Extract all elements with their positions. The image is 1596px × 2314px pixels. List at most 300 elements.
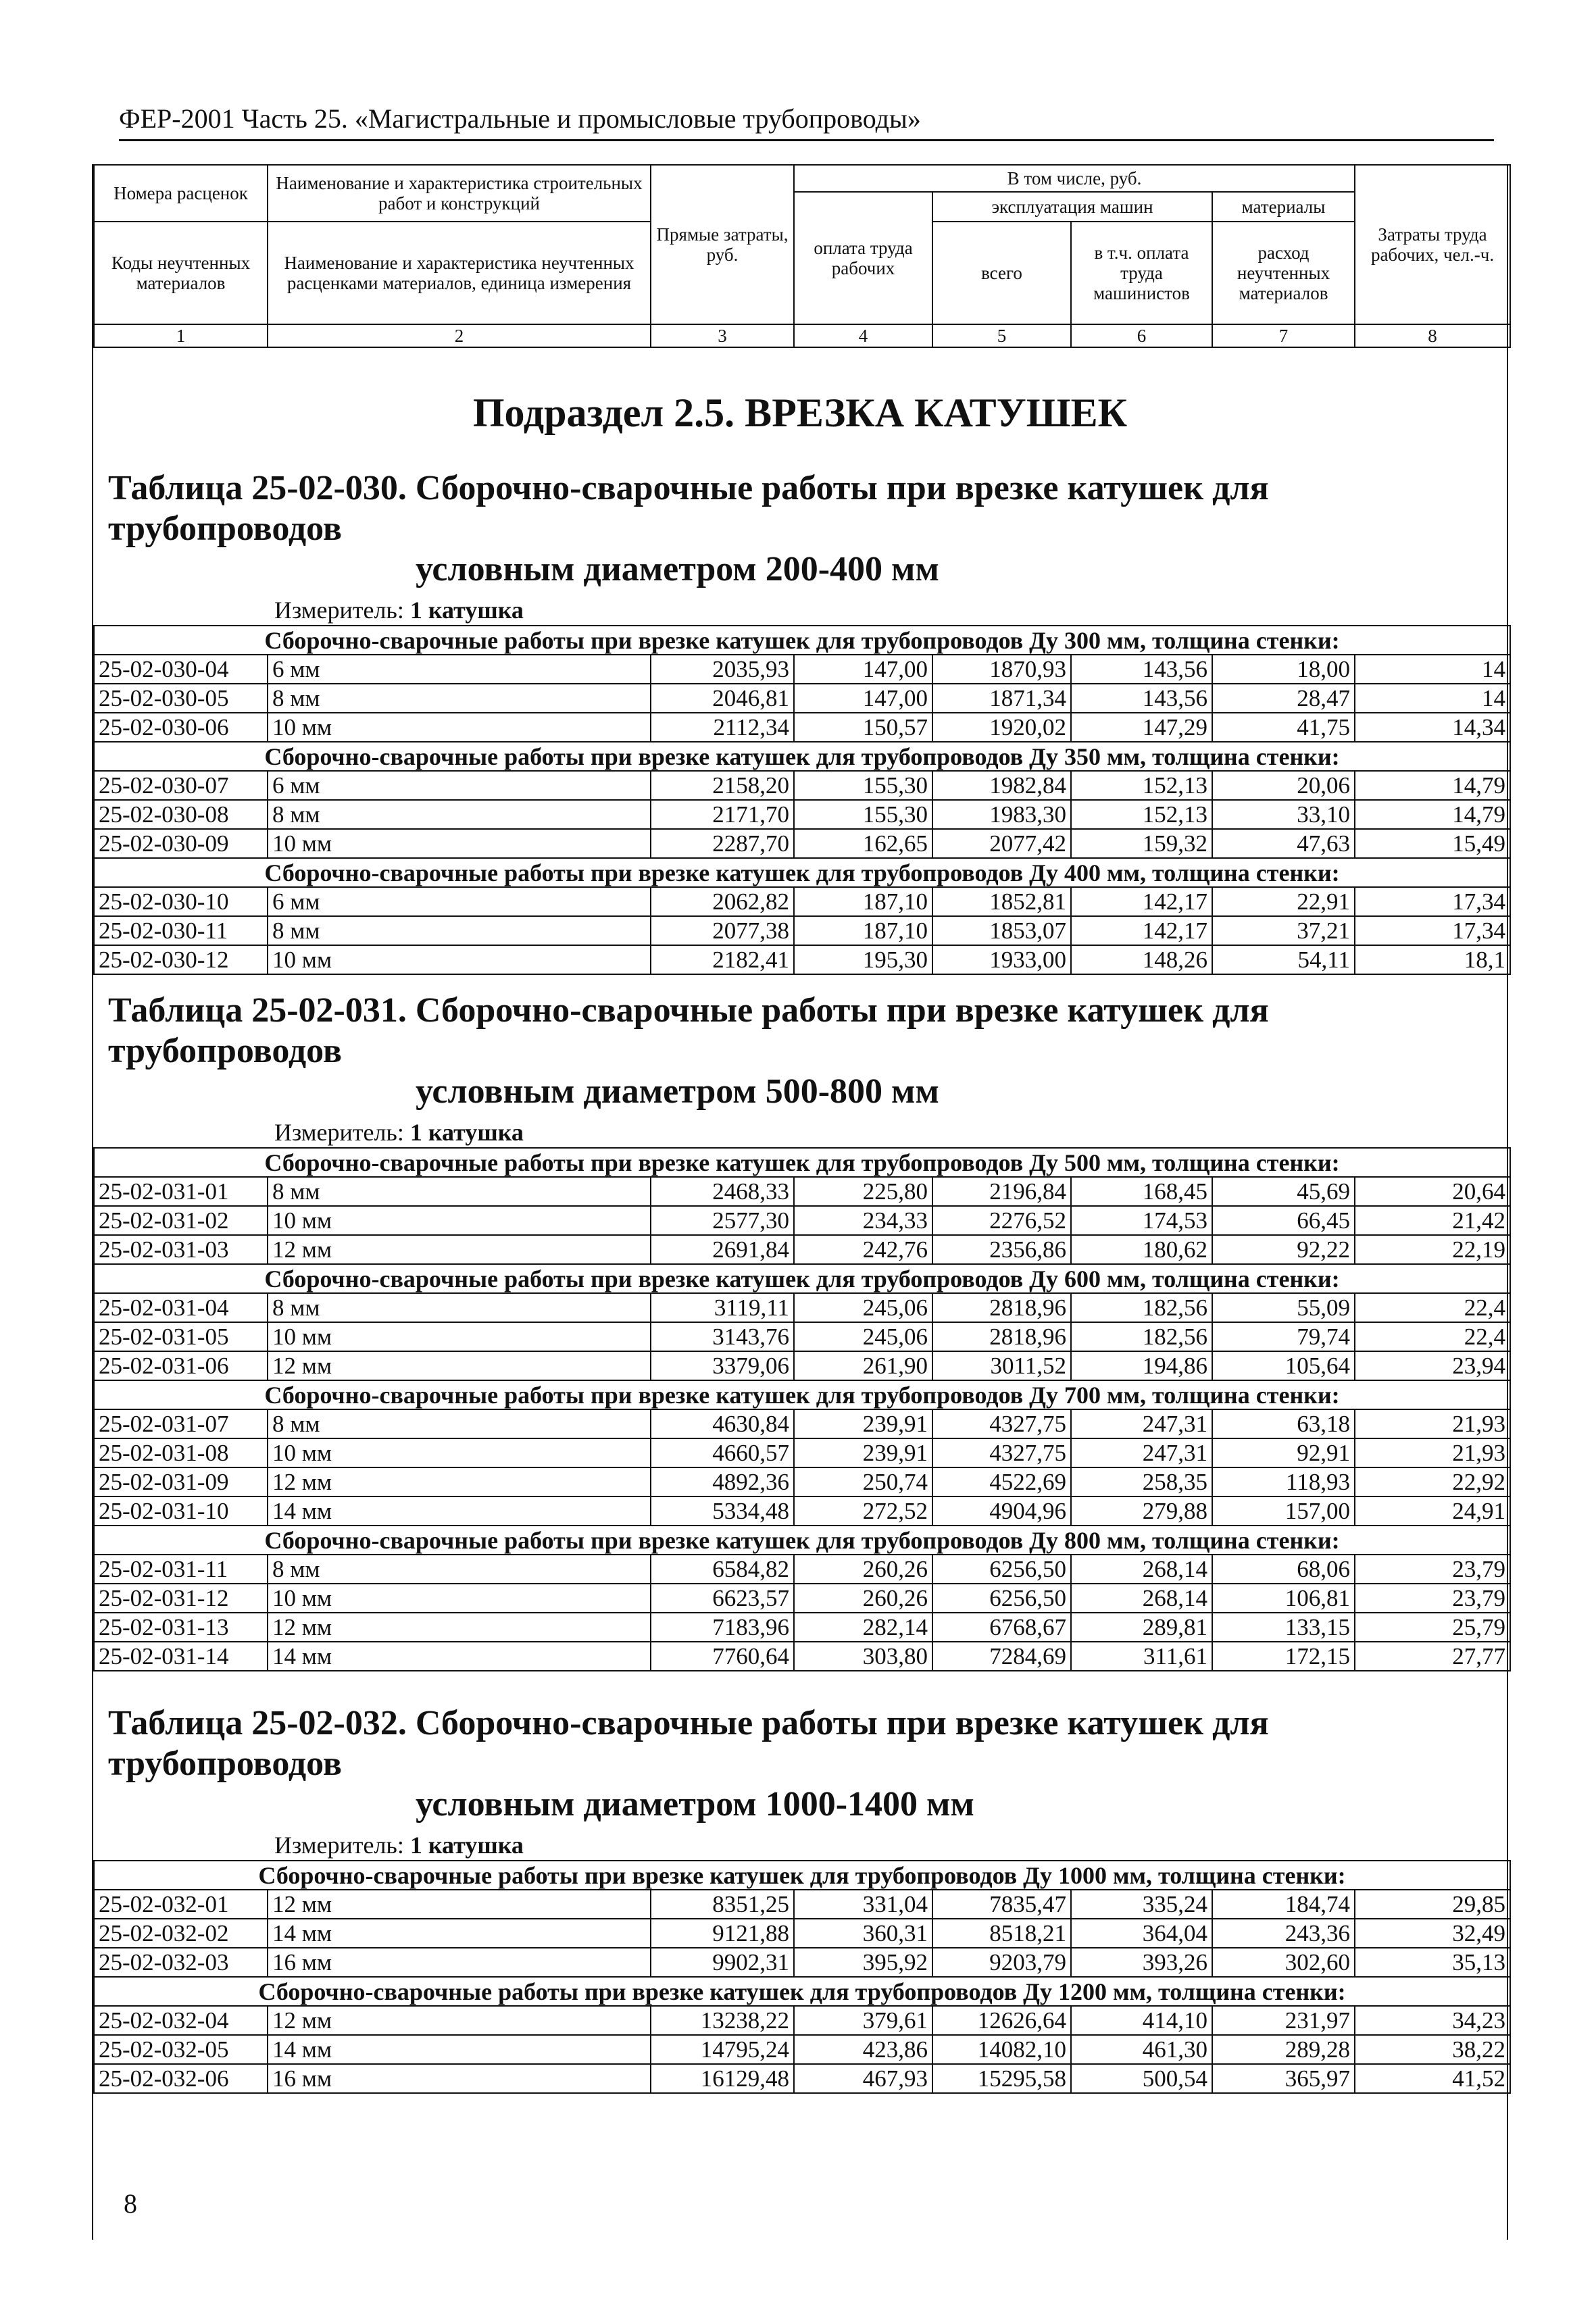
cell-materials: 243,36 (1212, 1919, 1355, 1948)
cell-desc: 6 мм (268, 655, 651, 684)
cell-labor-hours: 22,4 (1355, 1293, 1510, 1322)
cell-desc: 10 мм (268, 713, 651, 742)
cell-materials: 106,81 (1212, 1584, 1355, 1613)
cell-desc: 6 мм (268, 771, 651, 800)
cell-labor-pay: 245,06 (794, 1293, 932, 1322)
cell-machinist-pay: 143,56 (1071, 655, 1212, 684)
cell-labor-pay: 245,06 (794, 1322, 932, 1351)
cell-labor-hours: 41,52 (1355, 2064, 1510, 2093)
table-title-line2: условным диаметром 500-800 мм (416, 1072, 939, 1111)
table-row (94, 1467, 1510, 1496)
col-head-rashod: расход неучтенных материалов (1212, 222, 1355, 324)
cell-labor-pay: 282,14 (794, 1613, 932, 1642)
cell-labor-hours: 22,19 (1355, 1235, 1510, 1264)
table-title-line1: Таблица 25-02-031. Сборочно-сварочные работы при врезке катушек для трубопроводов (108, 991, 1269, 1070)
cell-machines-total: 4327,75 (932, 1409, 1071, 1438)
cell-machines-total: 1982,84 (932, 771, 1071, 800)
cell-desc: 10 мм (268, 945, 651, 974)
cell-code: 25-02-032-02 (94, 1919, 268, 1948)
cell-labor-pay: 150,57 (794, 713, 932, 742)
cell-direct-cost: 2035,93 (651, 655, 794, 684)
cell-materials: 157,00 (1212, 1496, 1355, 1526)
cell-direct-cost: 8351,25 (651, 1890, 794, 1919)
cell-materials: 79,74 (1212, 1322, 1355, 1351)
cell-materials: 55,09 (1212, 1293, 1355, 1322)
cell-materials: 105,64 (1212, 1351, 1355, 1380)
rate-table (93, 625, 1511, 975)
cell-machinist-pay: 364,04 (1071, 1919, 1212, 1948)
cell-code: 25-02-031-04 (94, 1293, 268, 1322)
cell-labor-pay: 467,93 (794, 2064, 932, 2093)
cell-materials: 33,10 (1212, 800, 1355, 829)
cell-desc: 6 мм (268, 887, 651, 916)
cell-labor-hours: 32,49 (1355, 1919, 1510, 1948)
group-heading: Сборочно-сварочные работы при врезке катушек для трубопроводов Ду 300 мм, толщина стенки: (94, 626, 1510, 655)
cell-machines-total: 2276,52 (932, 1206, 1071, 1235)
cell-code: 25-02-031-02 (94, 1206, 268, 1235)
cell-machinist-pay: 247,31 (1071, 1409, 1212, 1438)
table-row (94, 945, 1510, 974)
cell-machinist-pay: 258,35 (1071, 1467, 1212, 1496)
cell-desc: 8 мм (268, 1409, 651, 1438)
unit-line (93, 595, 1507, 625)
cell-desc: 8 мм (268, 800, 651, 829)
cell-machines-total: 6256,50 (932, 1584, 1071, 1613)
cell-direct-cost: 3143,76 (651, 1322, 794, 1351)
col-num: 2 (268, 324, 651, 347)
cell-materials: 68,06 (1212, 1555, 1355, 1584)
group-heading: Сборочно-сварочные работы при врезке катушек для трубопроводов Ду 800 мм, толщина стенки: (94, 1526, 1510, 1555)
cell-code: 25-02-031-01 (94, 1177, 268, 1206)
cell-code: 25-02-030-10 (94, 887, 268, 916)
cell-code: 25-02-031-10 (94, 1496, 268, 1526)
group-heading: Сборочно-сварочные работы при врезке катушек для трубопроводов Ду 500 мм, толщина стенки: (94, 1148, 1510, 1177)
cell-machinist-pay: 279,88 (1071, 1496, 1212, 1526)
cell-machines-total: 2077,42 (932, 829, 1071, 858)
table-row (94, 1409, 1510, 1438)
cell-code: 25-02-031-07 (94, 1409, 268, 1438)
subsection-title: Подраздел 2.5. ВРЕЗКА КАТУШЕК (472, 391, 1128, 435)
cell-desc: 10 мм (268, 1584, 651, 1613)
cell-materials: 92,22 (1212, 1235, 1355, 1264)
table-row (94, 800, 1510, 829)
col-num: 7 (1212, 324, 1355, 347)
cell-desc: 14 мм (268, 1919, 651, 1948)
cell-labor-hours: 14,34 (1355, 713, 1510, 742)
cell-direct-cost: 2182,41 (651, 945, 794, 974)
cell-code: 25-02-031-11 (94, 1555, 268, 1584)
cell-desc: 8 мм (268, 684, 651, 713)
cell-machinist-pay: 461,30 (1071, 2035, 1212, 2064)
cell-labor-hours: 21,42 (1355, 1206, 1510, 1235)
cell-labor-hours: 23,79 (1355, 1584, 1510, 1613)
col-head-ekspl: эксплуатация машин (932, 192, 1212, 222)
cell-materials: 133,15 (1212, 1613, 1355, 1642)
cell-code: 25-02-031-05 (94, 1322, 268, 1351)
table-row (94, 2064, 1510, 2093)
cell-materials: 365,97 (1212, 2064, 1355, 2093)
group-heading: Сборочно-сварочные работы при врезке катушек для трубопроводов Ду 600 мм, толщина стенки: (94, 1264, 1510, 1293)
col-head-pryamye: Прямые затраты, руб. (651, 165, 794, 324)
col-num: 3 (651, 324, 794, 347)
cell-machines-total: 1871,34 (932, 684, 1071, 713)
cell-code: 25-02-032-03 (94, 1948, 268, 1977)
cell-desc: 12 мм (268, 1351, 651, 1380)
group-heading: Сборочно-сварочные работы при врезке катушек для трубопроводов Ду 1000 мм, толщина стенки: (94, 1861, 1510, 1890)
cell-labor-pay: 187,10 (794, 887, 932, 916)
cell-materials: 45,69 (1212, 1177, 1355, 1206)
cell-machines-total: 6256,50 (932, 1555, 1071, 1584)
cell-labor-pay: 250,74 (794, 1467, 932, 1496)
cell-materials: 63,18 (1212, 1409, 1355, 1438)
cell-labor-hours: 35,13 (1355, 1948, 1510, 1977)
cell-machinist-pay: 152,13 (1071, 800, 1212, 829)
cell-labor-hours: 23,79 (1355, 1555, 1510, 1584)
cell-labor-hours: 20,64 (1355, 1177, 1510, 1206)
cell-machines-total: 7835,47 (932, 1890, 1071, 1919)
table-row (94, 1351, 1510, 1380)
cell-direct-cost: 2158,20 (651, 771, 794, 800)
cell-desc: 10 мм (268, 1206, 651, 1235)
cell-machinist-pay: 182,56 (1071, 1293, 1212, 1322)
cell-code: 25-02-031-03 (94, 1235, 268, 1264)
cell-code: 25-02-032-01 (94, 1890, 268, 1919)
cell-labor-hours: 14 (1355, 684, 1510, 713)
cell-code: 25-02-031-08 (94, 1438, 268, 1467)
cell-labor-hours: 22,92 (1355, 1467, 1510, 1496)
table-block (93, 468, 1507, 975)
cell-machinist-pay: 168,45 (1071, 1177, 1212, 1206)
cell-machines-total: 6768,67 (932, 1613, 1071, 1642)
cell-labor-pay: 260,26 (794, 1584, 932, 1613)
cell-code: 25-02-032-06 (94, 2064, 268, 2093)
cell-materials: 37,21 (1212, 916, 1355, 945)
cell-labor-hours: 25,79 (1355, 1613, 1510, 1642)
table-row (94, 1613, 1510, 1642)
cell-machinist-pay: 148,26 (1071, 945, 1212, 974)
table-row (94, 2006, 1510, 2035)
cell-labor-hours: 22,4 (1355, 1322, 1510, 1351)
cell-machines-total: 7284,69 (932, 1642, 1071, 1671)
cell-desc: 16 мм (268, 1948, 651, 1977)
cell-direct-cost: 6584,82 (651, 1555, 794, 1584)
cell-labor-pay: 155,30 (794, 800, 932, 829)
cell-desc: 8 мм (268, 1177, 651, 1206)
cell-machines-total: 12626,64 (932, 2006, 1071, 2035)
table-row (94, 1496, 1510, 1526)
cell-labor-pay: 360,31 (794, 1919, 932, 1948)
page-number: 8 (124, 2188, 137, 2219)
cell-desc: 14 мм (268, 2035, 651, 2064)
table-row (94, 684, 1510, 713)
group-heading: Сборочно-сварочные работы при врезке катушек для трубопроводов Ду 1200 мм, толщина стенки: (94, 1977, 1510, 2006)
table-row (94, 1919, 1510, 1948)
unit-label: Измеритель: (274, 597, 404, 624)
cell-labor-pay: 155,30 (794, 771, 932, 800)
cell-materials: 289,28 (1212, 2035, 1355, 2064)
cell-materials: 66,45 (1212, 1206, 1355, 1235)
cell-labor-pay: 225,80 (794, 1177, 932, 1206)
cell-code: 25-02-031-14 (94, 1642, 268, 1671)
cell-direct-cost: 2577,30 (651, 1206, 794, 1235)
cell-labor-pay: 162,65 (794, 829, 932, 858)
cell-machines-total: 14082,10 (932, 2035, 1071, 2064)
cell-machinist-pay: 159,32 (1071, 829, 1212, 858)
group-heading: Сборочно-сварочные работы при врезке катушек для трубопроводов Ду 400 мм, толщина стенки: (94, 858, 1510, 887)
cell-direct-cost: 2046,81 (651, 684, 794, 713)
col-head-naim: Наименование и характеристика строительных работ и конструкций (268, 165, 651, 222)
cell-labor-pay: 147,00 (794, 655, 932, 684)
cell-code: 25-02-030-11 (94, 916, 268, 945)
cell-machinist-pay: 142,17 (1071, 916, 1212, 945)
cell-machines-total: 2356,86 (932, 1235, 1071, 1264)
cell-desc: 10 мм (268, 1322, 651, 1351)
cell-desc: 12 мм (268, 1235, 651, 1264)
cell-machinist-pay: 152,13 (1071, 771, 1212, 800)
cell-desc: 12 мм (268, 1467, 651, 1496)
unit-line (93, 1117, 1507, 1147)
cell-machinist-pay: 311,61 (1071, 1642, 1212, 1671)
cell-labor-hours: 17,34 (1355, 916, 1510, 945)
col-num: 4 (794, 324, 932, 347)
cell-desc: 8 мм (268, 916, 651, 945)
table-row (94, 655, 1510, 684)
cell-machinist-pay: 247,31 (1071, 1438, 1212, 1467)
cell-direct-cost: 4660,57 (651, 1438, 794, 1467)
cell-machinist-pay: 268,14 (1071, 1584, 1212, 1613)
table-title (108, 1703, 1507, 1825)
cell-direct-cost: 4892,36 (651, 1467, 794, 1496)
cell-machinist-pay: 268,14 (1071, 1555, 1212, 1584)
table-row (94, 1206, 1510, 1235)
cell-desc: 10 мм (268, 829, 651, 858)
cell-labor-pay: 379,61 (794, 2006, 932, 2035)
cell-labor-pay: 303,80 (794, 1642, 932, 1671)
cell-direct-cost: 7183,96 (651, 1613, 794, 1642)
cell-machines-total: 1853,07 (932, 916, 1071, 945)
cell-labor-hours: 15,49 (1355, 829, 1510, 858)
cell-machinist-pay: 393,26 (1071, 1948, 1212, 1977)
col-num: 5 (932, 324, 1071, 347)
cell-labor-pay: 242,76 (794, 1235, 932, 1264)
col-num: 1 (94, 324, 268, 347)
table-row (94, 1584, 1510, 1613)
cell-materials: 20,06 (1212, 771, 1355, 800)
cell-labor-hours: 17,34 (1355, 887, 1510, 916)
cell-direct-cost: 16129,48 (651, 2064, 794, 2093)
cell-labor-pay: 423,86 (794, 2035, 932, 2064)
table-row (94, 1177, 1510, 1206)
cell-direct-cost: 2287,70 (651, 829, 794, 858)
cell-labor-hours: 38,22 (1355, 2035, 1510, 2064)
col-num: 6 (1071, 324, 1212, 347)
cell-code: 25-02-031-12 (94, 1584, 268, 1613)
cell-materials: 47,63 (1212, 829, 1355, 858)
cell-desc: 12 мм (268, 2006, 651, 2035)
cell-direct-cost: 2077,38 (651, 916, 794, 945)
cell-labor-pay: 239,91 (794, 1409, 932, 1438)
unit-label: Измеритель: (274, 1832, 404, 1859)
table-row (94, 1948, 1510, 1977)
cell-labor-pay: 272,52 (794, 1496, 932, 1526)
table-title-line1: Таблица 25-02-030. Сборочно-сварочные работы при врезке катушек для трубопроводов (108, 469, 1269, 548)
cell-materials: 22,91 (1212, 887, 1355, 916)
cell-direct-cost: 14795,24 (651, 2035, 794, 2064)
table-row (94, 713, 1510, 742)
col-head-vsego: всего (932, 222, 1071, 324)
cell-machinist-pay: 194,86 (1071, 1351, 1212, 1380)
cell-machinist-pay: 289,81 (1071, 1613, 1212, 1642)
cell-materials: 28,47 (1212, 684, 1355, 713)
rate-table (93, 1860, 1511, 2094)
cell-direct-cost: 2062,82 (651, 887, 794, 916)
cell-code: 25-02-030-06 (94, 713, 268, 742)
cell-code: 25-02-030-04 (94, 655, 268, 684)
cell-direct-cost: 5334,48 (651, 1496, 794, 1526)
group-heading: Сборочно-сварочные работы при врезке катушек для трубопроводов Ду 700 мм, толщина стенки: (94, 1380, 1510, 1409)
table-row (94, 1293, 1510, 1322)
cell-desc: 8 мм (268, 1555, 651, 1584)
cell-machinist-pay: 335,24 (1071, 1890, 1212, 1919)
table-row (94, 1322, 1510, 1351)
cell-materials: 184,74 (1212, 1890, 1355, 1919)
cell-desc: 14 мм (268, 1496, 651, 1526)
cell-code: 25-02-032-04 (94, 2006, 268, 2035)
cell-labor-pay: 234,33 (794, 1206, 932, 1235)
cell-machines-total: 1983,30 (932, 800, 1071, 829)
cell-machines-total: 8518,21 (932, 1919, 1071, 1948)
cell-machinist-pay: 182,56 (1071, 1322, 1212, 1351)
cell-machines-total: 4904,96 (932, 1496, 1071, 1526)
cell-labor-hours: 23,94 (1355, 1351, 1510, 1380)
cell-labor-hours: 14 (1355, 655, 1510, 684)
table-row (94, 771, 1510, 800)
cell-labor-pay: 195,30 (794, 945, 932, 974)
cell-direct-cost: 9121,88 (651, 1919, 794, 1948)
cell-machines-total: 3011,52 (932, 1351, 1071, 1380)
cell-machines-total: 1920,02 (932, 713, 1071, 742)
cell-code: 25-02-031-09 (94, 1467, 268, 1496)
cell-desc: 16 мм (268, 2064, 651, 2093)
cell-labor-pay: 395,92 (794, 1948, 932, 1977)
cell-desc: 12 мм (268, 1613, 651, 1642)
cell-code: 25-02-030-08 (94, 800, 268, 829)
cell-desc: 8 мм (268, 1293, 651, 1322)
cell-code: 25-02-032-05 (94, 2035, 268, 2064)
cell-machinist-pay: 180,62 (1071, 1235, 1212, 1264)
cell-desc: 14 мм (268, 1642, 651, 1671)
cell-materials: 118,93 (1212, 1467, 1355, 1496)
cell-labor-hours: 21,93 (1355, 1409, 1510, 1438)
cell-machines-total: 2818,96 (932, 1293, 1071, 1322)
cell-machines-total: 2818,96 (932, 1322, 1071, 1351)
cell-machines-total: 15295,58 (932, 2064, 1071, 2093)
cell-machinist-pay: 147,29 (1071, 713, 1212, 742)
table-row (94, 1642, 1510, 1671)
cell-labor-pay: 331,04 (794, 1890, 932, 1919)
cell-machinist-pay: 414,10 (1071, 2006, 1212, 2035)
cell-machinist-pay: 143,56 (1071, 684, 1212, 713)
table-row (94, 887, 1510, 916)
cell-machines-total: 1870,93 (932, 655, 1071, 684)
col-head-zatraty: Затраты труда рабочих, чел.-ч. (1355, 165, 1510, 324)
cell-materials: 172,15 (1212, 1642, 1355, 1671)
cell-direct-cost: 9902,31 (651, 1948, 794, 1977)
cell-labor-hours: 14,79 (1355, 771, 1510, 800)
cell-labor-hours: 27,77 (1355, 1642, 1510, 1671)
unit-line (93, 1830, 1507, 1860)
col-num: 8 (1355, 324, 1510, 347)
cell-direct-cost: 7760,64 (651, 1642, 794, 1671)
cell-machines-total: 4522,69 (932, 1467, 1071, 1496)
cell-direct-cost: 3379,06 (651, 1351, 794, 1380)
group-heading: Сборочно-сварочные работы при врезке катушек для трубопроводов Ду 350 мм, толщина стенки: (94, 742, 1510, 771)
cell-direct-cost: 2112,34 (651, 713, 794, 742)
main-content (92, 164, 1508, 2240)
cell-code: 25-02-031-06 (94, 1351, 268, 1380)
cell-code: 25-02-030-12 (94, 945, 268, 974)
table-row (94, 1438, 1510, 1467)
table-block (93, 990, 1507, 1671)
cell-labor-pay: 147,00 (794, 684, 932, 713)
cell-labor-pay: 261,90 (794, 1351, 932, 1380)
cell-machinist-pay: 174,53 (1071, 1206, 1212, 1235)
cell-machines-total: 1933,00 (932, 945, 1071, 974)
col-head-materialy: материалы (1212, 192, 1355, 222)
cell-direct-cost: 2468,33 (651, 1177, 794, 1206)
unit-label: Измеритель: (274, 1119, 404, 1146)
cell-labor-hours: 34,23 (1355, 2006, 1510, 2035)
col-head-nomera: Номера расценок (94, 165, 268, 222)
table-row (94, 1555, 1510, 1584)
cell-machines-total: 1852,81 (932, 887, 1071, 916)
col-head-v-tom: В том числе, руб. (794, 165, 1355, 192)
cell-labor-pay: 260,26 (794, 1555, 932, 1584)
table-row (94, 1235, 1510, 1264)
cell-direct-cost: 2171,70 (651, 800, 794, 829)
cell-materials: 18,00 (1212, 655, 1355, 684)
cell-code: 25-02-030-09 (94, 829, 268, 858)
cell-code: 25-02-030-07 (94, 771, 268, 800)
cell-materials: 54,11 (1212, 945, 1355, 974)
page-header: ФЕР-2001 Часть 25. «Магистральные и промысловые трубопроводы» (119, 101, 1494, 141)
table-row (94, 1890, 1510, 1919)
cell-direct-cost: 6623,57 (651, 1584, 794, 1613)
rate-table (93, 1147, 1511, 1671)
cell-materials: 231,97 (1212, 2006, 1355, 2035)
cell-code: 25-02-031-13 (94, 1613, 268, 1642)
cell-machinist-pay: 500,54 (1071, 2064, 1212, 2093)
cell-direct-cost: 13238,22 (651, 2006, 794, 2035)
cell-labor-hours: 29,85 (1355, 1890, 1510, 1919)
cell-labor-hours: 14,79 (1355, 800, 1510, 829)
table-title-line2: условным диаметром 200-400 мм (416, 550, 939, 588)
cell-machinist-pay: 142,17 (1071, 887, 1212, 916)
column-header-table (93, 164, 1511, 348)
cell-desc: 12 мм (268, 1890, 651, 1919)
cell-machines-total: 2196,84 (932, 1177, 1071, 1206)
unit-value: 1 катушка (409, 597, 524, 624)
cell-labor-pay: 187,10 (794, 916, 932, 945)
cell-direct-cost: 3119,11 (651, 1293, 794, 1322)
cell-labor-hours: 21,93 (1355, 1438, 1510, 1467)
cell-machines-total: 4327,75 (932, 1438, 1071, 1467)
cell-materials: 41,75 (1212, 713, 1355, 742)
table-title-line1: Таблица 25-02-032. Сборочно-сварочные работы при врезке катушек для трубопроводов (108, 1704, 1269, 1783)
col-head-naim2: Наименование и характеристика неучтенных расценками материалов, единица измерения (268, 222, 651, 324)
cell-desc: 10 мм (268, 1438, 651, 1467)
unit-value: 1 катушка (409, 1119, 524, 1146)
